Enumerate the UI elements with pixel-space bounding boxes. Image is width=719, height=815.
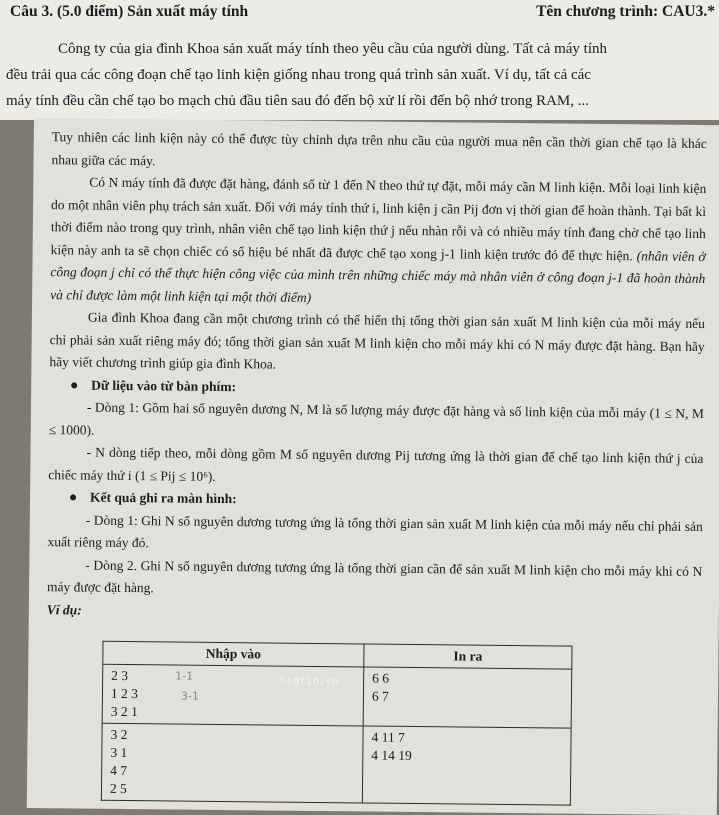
paragraph-orders [50,171,706,313]
table-row [102,664,572,728]
photographed-page [27,118,719,815]
input-line: 3 1 [110,744,128,761]
example-1-input [102,664,364,726]
intro-paragraph [6,36,719,114]
input-section-title: Dữ liệu vào từ bàn phím: [49,374,704,403]
top-page [0,0,719,120]
pencil-scribble: 1-1 [175,669,194,683]
input-line: 4 7 [110,762,128,779]
output-line-1: - Dòng 1: Ghi N số nguyên dương tương ứng là tổng thời gian sản xuất M linh kiện của mỗi máy nếu chỉ phải sản xuất riêng máy đó. [47,512,703,551]
header-output: In ra [364,644,572,669]
header-input: Nhập vào [103,641,364,667]
intro-line-1: Công ty của gia đình Khoa sản xuất máy tính theo yêu cầu của người dùng. Tất cả máy tính [58,41,607,57]
output-line-2: - Dòng 2. Ghi N số nguyên dương tương ứng là tổng thời gian cần để sản xuất M linh kiện cho mỗi máy khi có N máy được đặt hàng. [47,557,703,596]
question-title: Câu 3. (5.0 điểm) Sản xuất máy tính [10,3,249,20]
example-2-output [362,726,571,805]
example-label: Ví dụ: [46,601,82,618]
input-line: 2 5 [109,780,127,797]
example-table [101,641,573,806]
pencil-scribble: 3-1 [180,689,199,703]
output-line: 4 11 7 [371,729,405,745]
example-2-input [101,723,363,803]
problem-statement [47,126,707,628]
input-line: 1 2 3 [110,685,139,702]
orders-note: (nhân viên ở công đoạn j chỉ có thể thực hiện công việc của mình trên những chiếc máy mà nhân viên ở công đoạn j-1 đã hoàn thành và chỉ được làm một linh kiện tại một thời điểm) [50,247,706,305]
output-section-title: Kết quả ghi ra màn hình: [48,486,703,515]
watermark-text: hsgtin.vn [280,675,339,688]
input-line: 3 2 [110,726,128,743]
paragraph-request: Gia đình Khoa đang cần một chương trình có thể hiển thị tổng thời gian sản xuất M linh kiện của mỗi máy nếu chỉ phải sản xuất riêng máy đó; tổng thời gian sản xuất M linh kiện cho mỗi máy khi có N máy được đặt hàng. Bạn hãy hãy viết chương trình giúp gia đình Khoa. [49,309,705,372]
orders-text: Có N máy tính đã được đặt hàng, đánh số từ 1 đến N theo thứ tự đặt, mỗi máy cần M linh kiện. Mỗi loại linh kiện do một nhân viên phụ trách sản xuất. Đối với máy tính thứ i, linh kiện j cần Pij đơn vị thời gian để hoàn thành. Tại bất kì thời điểm nào trong quy trình, nhân viên chế tạo linh kiện thứ j nếu nhàn rỗi và có nhiều máy tính đang chờ chế tạo linh kiện này anh ta sẽ chọn chiếc có số hiệu bé nhất đã được chế tạo xong j-1 linh kiện trước đó để thực hiện. [50,174,707,263]
output-line: 6 6 [372,670,390,686]
input-line-2: - N dòng tiếp theo, mỗi dòng gồm M số nguyên dương Pij tương ứng là thời gian để chế tạo linh kiện thứ j của chiếc máy thứ i (1 ≤ Pij ≤ 10⁶). [48,444,704,484]
example-1-output [363,667,572,728]
output-line: 6 7 [371,688,389,704]
intro-line-2: đều trải qua các công đoạn chế tạo linh kiện giống nhau trong quá trình sản xuất. Ví dụ, tất cả các [6,67,591,83]
input-line-1: - Dòng 1: Gồm hai số nguyên dương N, M là số lượng máy được đặt hàng và số linh kiện của mỗi máy (1 ≤ N, M ≤ 1000). [48,399,705,438]
input-line: 3 2 1 [110,703,138,720]
paragraph-customization: Tuy nhiên các linh kiện này có thể được tùy chỉnh dựa trên nhu cầu của người mua nên cần thời gian chế tạo là khác nhau giữa các máy. [51,129,707,168]
intro-line-3: máy tính đều cần chế tạo bo mạch chủ đầu tiên sau đó đến bộ xử lí rồi đến bộ nhớ trong RAM, ... [6,93,590,109]
output-line: 4 14 19 [371,747,412,763]
program-name: Tên chương trình: CAU3.* [536,3,715,20]
table-row [101,723,571,805]
input-line: 2 3 [111,667,129,684]
